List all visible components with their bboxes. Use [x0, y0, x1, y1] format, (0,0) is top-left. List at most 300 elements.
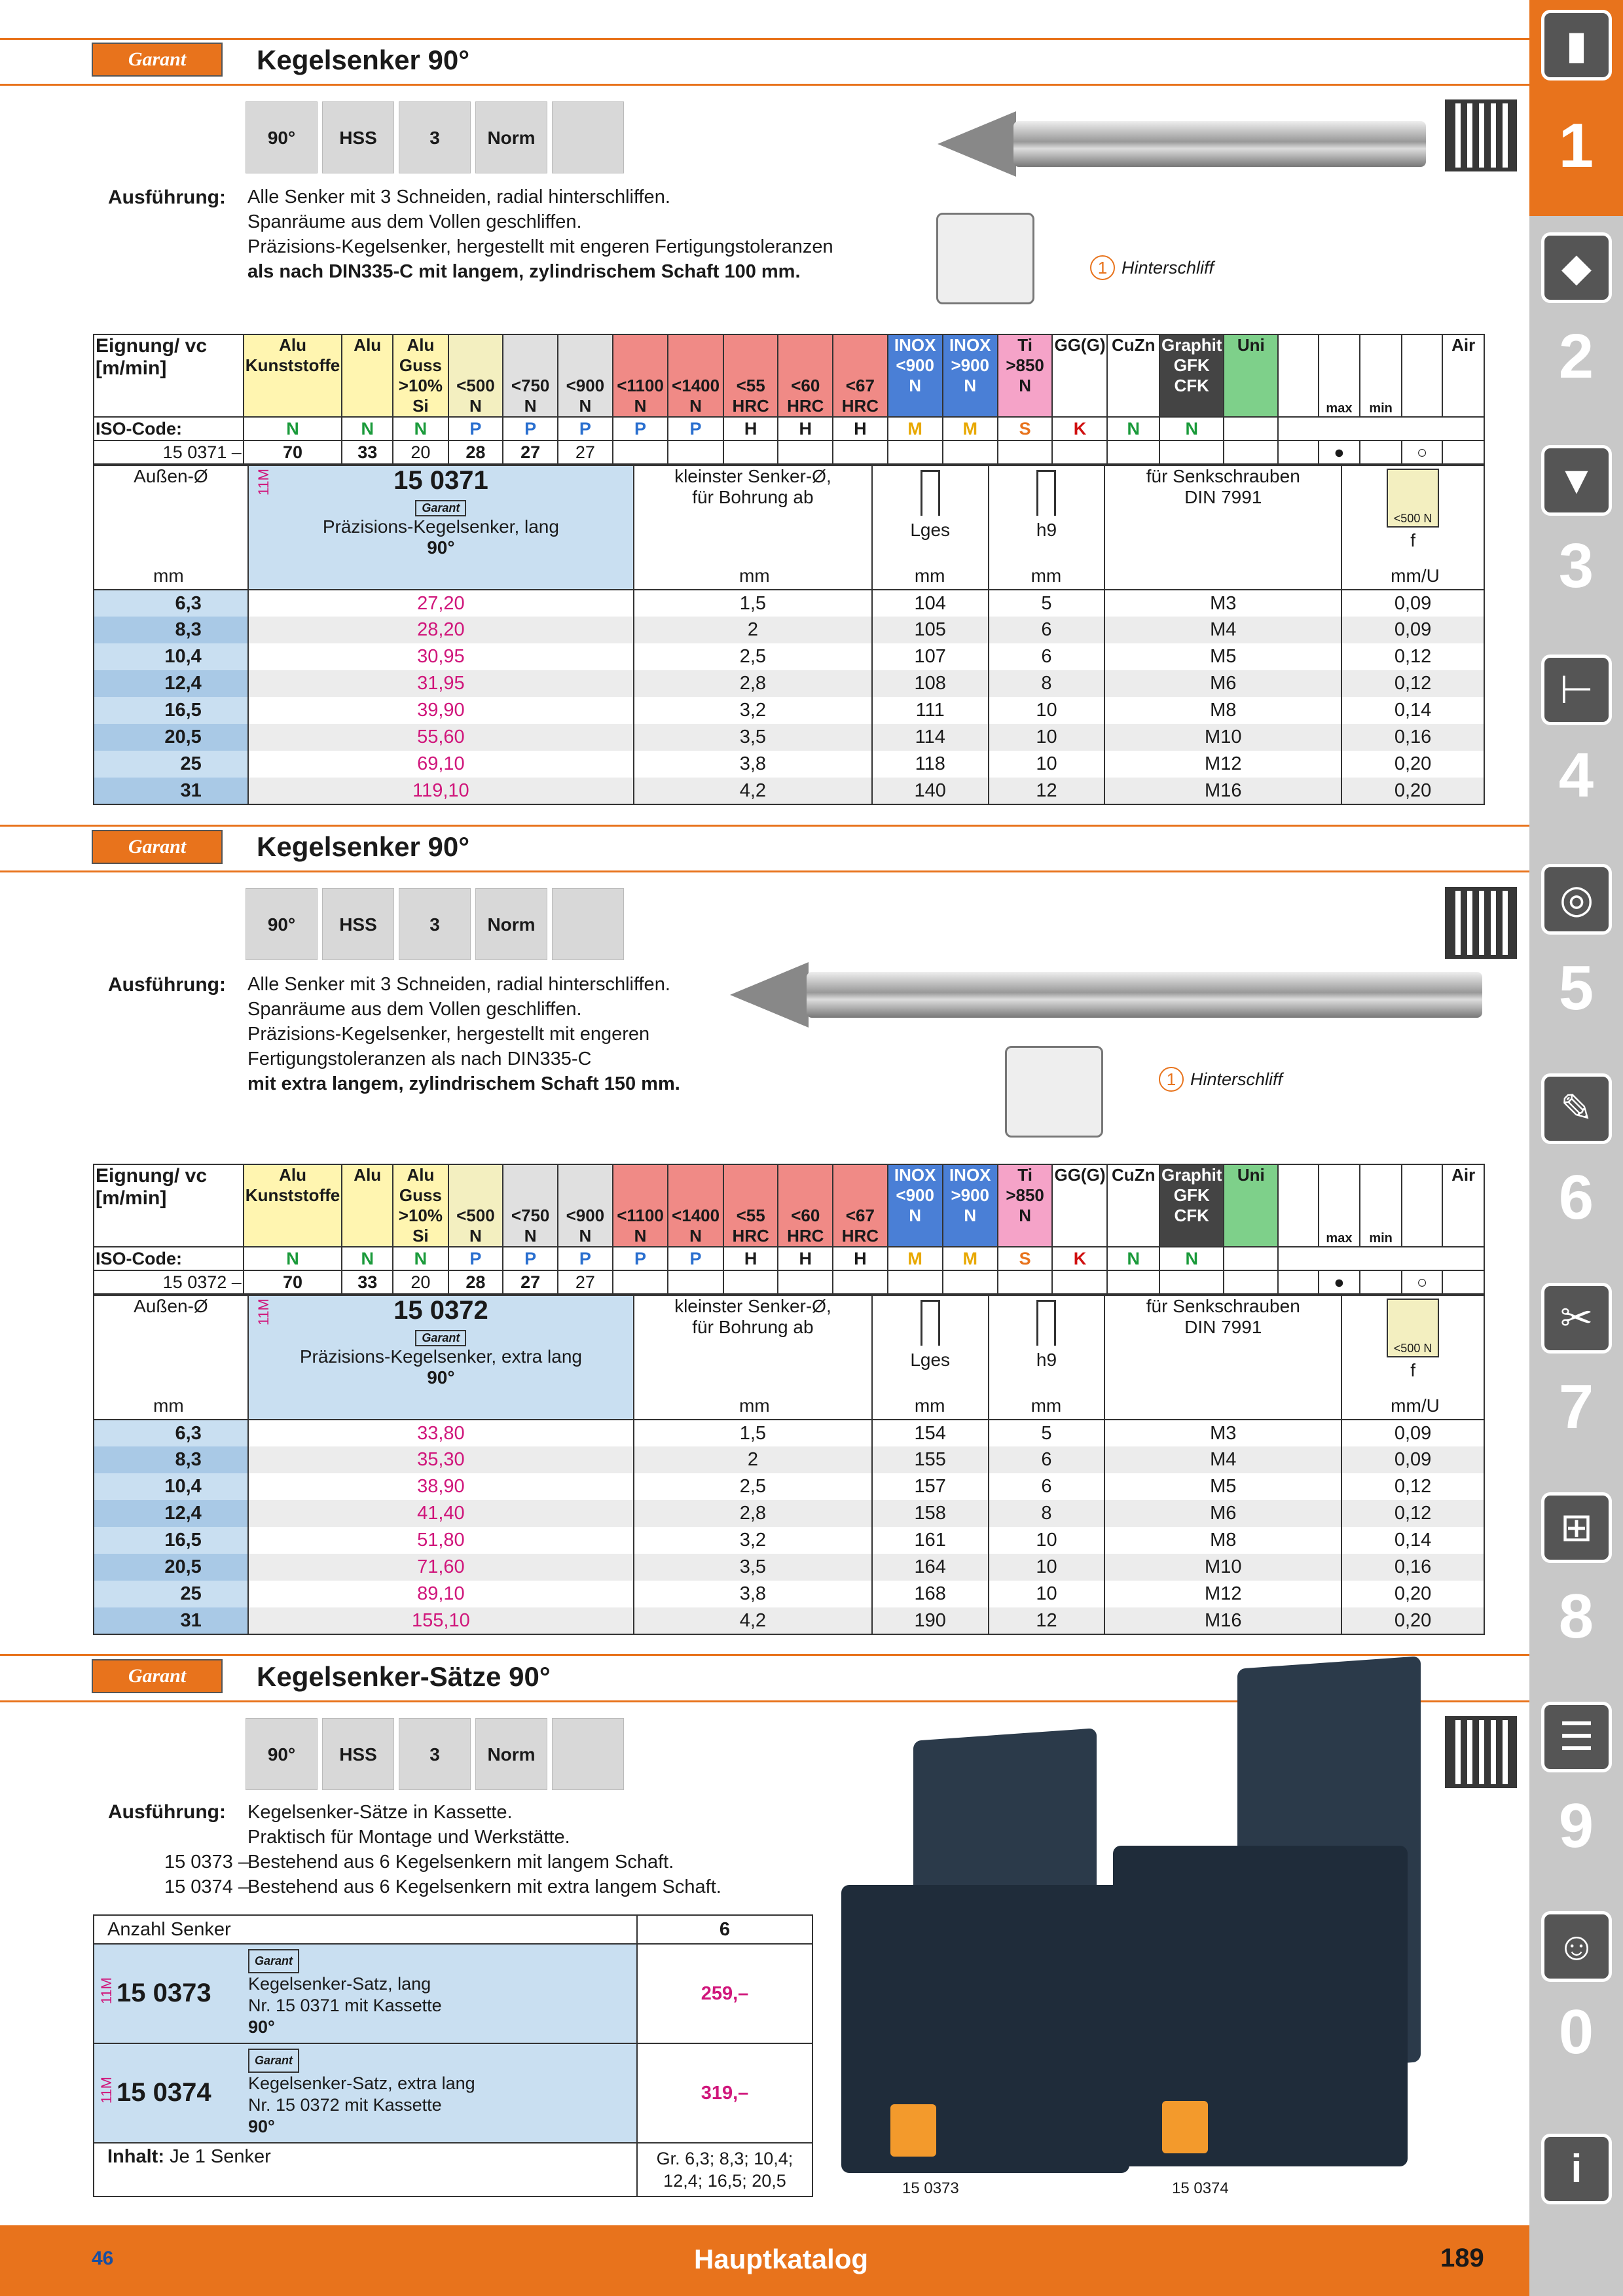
table-cell: 2	[634, 617, 872, 643]
cooling-mark: ○	[1402, 440, 1442, 464]
table-cell: 114	[872, 724, 989, 751]
table-row	[94, 643, 1484, 670]
table-cell: 5	[989, 1420, 1105, 1446]
vc-cell	[1159, 1270, 1224, 1294]
material-cell: <900 N	[558, 334, 613, 417]
sawblade-icon[interactable]: ◎	[1541, 864, 1612, 935]
table-cell: 6	[989, 1473, 1105, 1500]
set-ref: Nr. 15 0371 mit Kassette	[248, 1996, 442, 2015]
qr-code-icon[interactable]	[1445, 99, 1517, 171]
norm-icon: Norm	[475, 888, 547, 960]
table-cell: 119,10	[248, 778, 634, 804]
col-outer-header: Außen-Ø	[134, 466, 208, 486]
material-cell: INOX <900 N	[888, 334, 943, 417]
table-cell: 33,80	[248, 1420, 634, 1446]
footer-bar	[0, 2225, 1529, 2296]
iso-cell: N	[244, 417, 342, 440]
chapter-tab-9[interactable]: 9	[1558, 1791, 1594, 1861]
cooling-mark	[1360, 1270, 1402, 1294]
product-name: Präzisions-Kegelsenker, extra lang	[299, 1346, 582, 1367]
table-cell: 69,10	[248, 751, 634, 778]
table-cell: 0,09	[1341, 1446, 1484, 1473]
iso-cell: P	[448, 417, 503, 440]
col-f-header: f	[1410, 1360, 1415, 1380]
hinterschliff-label	[1090, 255, 1214, 280]
material-cell: <900 N	[558, 1164, 613, 1247]
code-badge: 11M	[255, 1299, 272, 1326]
table-cell: 6	[989, 617, 1105, 643]
desc-line: Alle Senker mit 3 Schneiden, radial hinterschliffen.	[247, 187, 670, 207]
set-item-number: 15 0373 –	[164, 1852, 249, 1873]
caliper-icon[interactable]: ⊢	[1541, 655, 1612, 725]
vc-cell	[888, 1270, 943, 1294]
table-cell: 6	[989, 643, 1105, 670]
vc-cell	[998, 440, 1053, 464]
info-icon[interactable]: i	[1541, 2134, 1612, 2204]
iso-cell: H	[833, 417, 888, 440]
angle-icon: 90°	[246, 888, 318, 960]
table-cell: 25	[94, 751, 248, 778]
table-cell: 0,14	[1341, 1527, 1484, 1554]
toolholder-icon[interactable]: ▼	[1541, 445, 1612, 516]
vc-cell: 27	[503, 440, 558, 464]
table-cell: M8	[1104, 697, 1341, 724]
table-cell: 0,12	[1341, 1473, 1484, 1500]
set-angle: 90°	[248, 2017, 275, 2037]
drill-icon[interactable]: ▮	[1541, 10, 1612, 81]
footer-page-left: 46	[92, 2248, 114, 2269]
chapter-tab-2[interactable]: 2	[1558, 321, 1594, 391]
iso-cell: M	[888, 1247, 943, 1270]
iso-cell: S	[998, 1247, 1053, 1270]
chapter-sidebar	[1529, 0, 1623, 2296]
vc-cell	[778, 440, 833, 464]
description	[247, 972, 680, 1096]
hss-icon: HSS	[322, 888, 394, 960]
garant-logo: Garant	[92, 1659, 223, 1693]
toolcase-icon[interactable]: ⊞	[1541, 1492, 1612, 1563]
table-row	[94, 617, 1484, 643]
table-cell: 0,16	[1341, 724, 1484, 751]
table-row	[94, 1446, 1484, 1473]
table-cell: M16	[1104, 1607, 1341, 1634]
table-cell: 20,5	[94, 724, 248, 751]
iso-cell: P	[558, 417, 613, 440]
hinterschliff-diagram	[936, 213, 1034, 304]
table-cell: 3,2	[634, 697, 872, 724]
chapter-tab-4[interactable]: 4	[1558, 740, 1594, 810]
material-cell: <55 HRC	[723, 334, 778, 417]
material-cell: <67 HRC	[833, 334, 888, 417]
qr-code-icon[interactable]	[1445, 887, 1517, 959]
section-divider	[0, 84, 1529, 86]
cassette-image-150373	[841, 1885, 1129, 2173]
table-cell: 6,3	[94, 1420, 248, 1446]
cooling-cell: min	[1360, 334, 1402, 417]
table-cell: 0,20	[1341, 1607, 1484, 1634]
material-cell: <1100 N	[613, 334, 668, 417]
material-cell: <55 HRC	[723, 1164, 778, 1247]
iso-cell: P	[613, 417, 668, 440]
material-cell: Ti >850 N	[998, 1164, 1053, 1247]
vc-cell	[613, 440, 668, 464]
table-cell: 104	[872, 590, 989, 617]
col-min-header: kleinster Senker-Ø, für Bohrung ab	[674, 466, 831, 507]
table-cell: M5	[1104, 1473, 1341, 1500]
vc-cell	[998, 1270, 1053, 1294]
desc-line: Präzisions-Kegelsenker, hergestellt mit engeren	[247, 1024, 650, 1045]
cassette-latch-icon	[890, 2104, 936, 2157]
table-cell: 157	[872, 1473, 989, 1500]
hss-icon: HSS	[322, 1718, 394, 1790]
iso-cell: M	[943, 1247, 998, 1270]
desc-line: Spanräume aus dem Vollen geschliffen.	[247, 211, 582, 232]
material-cell: Alu Kunststoffe	[244, 1164, 342, 1247]
chapter-tab-6[interactable]: 6	[1558, 1162, 1594, 1232]
iso-cell	[1224, 1247, 1278, 1270]
desc-line: Alle Senker mit 3 Schneiden, radial hinterschliffen.	[247, 974, 670, 995]
material-cell: <500 N	[448, 334, 503, 417]
product-rows	[94, 590, 1484, 804]
table-cell: 0,12	[1341, 1500, 1484, 1527]
iso-cell: P	[558, 1247, 613, 1270]
cooling-mark	[1360, 440, 1402, 464]
vc-cell: 28	[448, 1270, 503, 1294]
col-screws-header: für Senkschrauben DIN 7991	[1146, 1296, 1300, 1337]
material-cell: Alu Guss >10% Si	[393, 334, 448, 417]
insert-icon[interactable]: ◆	[1541, 232, 1612, 303]
table-cell: 0,20	[1341, 778, 1484, 804]
iso-cell: H	[778, 417, 833, 440]
table-cell: 28,20	[248, 617, 634, 643]
chapter-tab-1[interactable]: 1	[1558, 111, 1594, 181]
col-screws-header: für Senkschrauben DIN 7991	[1146, 466, 1300, 507]
table-cell: 39,90	[248, 697, 634, 724]
set-item-text: Bestehend aus 6 Kegelsenkern mit langem Schaft.	[247, 1852, 674, 1873]
article-prefix: 15 0372 –	[94, 1270, 244, 1294]
table-cell: 107	[872, 643, 989, 670]
garant-small-logo: Garant	[248, 1949, 299, 1973]
table-cell: 4,2	[634, 778, 872, 804]
material-cell: <1400 N	[668, 334, 723, 417]
table-cell: 2	[634, 1446, 872, 1473]
table-cell: M6	[1104, 1500, 1341, 1527]
vc-cell	[723, 1270, 778, 1294]
cooling-mark: ○	[1402, 1270, 1442, 1294]
table-cell: 20,5	[94, 1554, 248, 1581]
table-cell: 108	[872, 670, 989, 697]
table-row	[94, 1473, 1484, 1500]
vc-cell: 20	[393, 1270, 448, 1294]
iso-cell: N	[342, 417, 393, 440]
footer-page-right: 189	[1440, 2244, 1484, 2272]
material-cell: INOX >900 N	[943, 1164, 998, 1247]
ausfuehrung-label: Ausführung:	[108, 187, 226, 208]
table-row	[94, 778, 1484, 804]
vc-cell	[833, 440, 888, 464]
table-cell: 158	[872, 1500, 989, 1527]
table-cell: M10	[1104, 1554, 1341, 1581]
table-cell: 8	[989, 1500, 1105, 1527]
length-icon	[921, 470, 940, 516]
chapter-tab-5[interactable]: 5	[1558, 953, 1594, 1023]
material-cell: <67 HRC	[833, 1164, 888, 1247]
unit-label: mm	[1030, 1395, 1062, 1416]
chapter-tab-8[interactable]: 8	[1558, 1581, 1594, 1651]
table-cell: 10	[989, 697, 1105, 724]
vc-cell	[833, 1270, 888, 1294]
table-cell: 190	[872, 1607, 989, 1634]
iso-cell: P	[668, 1247, 723, 1270]
table-cell: 111	[872, 697, 989, 724]
material-cell: Graphit GFK CFK	[1159, 334, 1224, 417]
sets-table	[93, 1914, 813, 2197]
eignung-label: Eignung/ vc [m/min]	[94, 334, 244, 417]
wrench-icon[interactable]: ✎	[1541, 1073, 1612, 1144]
table-cell: 2,8	[634, 1500, 872, 1527]
cooling-cell: max	[1319, 1164, 1360, 1247]
iso-cell: K	[1052, 1247, 1107, 1270]
unit-label: mm	[739, 1395, 770, 1416]
table-cell: M10	[1104, 724, 1341, 751]
cassette-image-150374	[1113, 1846, 1408, 2166]
set-price: 259,–	[637, 1944, 812, 2043]
safety-icon[interactable]: ☺	[1541, 1911, 1612, 1982]
vc-cell	[1159, 440, 1224, 464]
countersink-image	[1013, 121, 1426, 167]
norm-icon: Norm	[475, 1718, 547, 1790]
table-cell: 8,3	[94, 1446, 248, 1473]
shank-icon	[552, 1718, 624, 1790]
desc-line: Kegelsenker-Sätze in Kassette.	[247, 1802, 513, 1823]
desc-line: Praktisch für Montage und Werkstätte.	[247, 1827, 570, 1848]
table-cell: 2,5	[634, 643, 872, 670]
shank-diameter-icon	[1036, 470, 1056, 516]
suitability-table	[93, 1164, 1485, 1295]
table-cell: 3,2	[634, 1527, 872, 1554]
section-title: Kegelsenker 90°	[257, 831, 469, 862]
code-badge: 11M	[98, 2077, 115, 2104]
table-cell: 12,4	[94, 1500, 248, 1527]
table-cell: 0,12	[1341, 643, 1484, 670]
iso-cell: N	[1107, 1247, 1159, 1270]
vc-cell	[1224, 440, 1278, 464]
cooling-mark	[1278, 1270, 1318, 1294]
pliers-icon[interactable]: ✂	[1541, 1283, 1612, 1354]
product-table	[93, 465, 1485, 805]
coolant-icon	[1278, 1164, 1318, 1247]
dry-icon	[1402, 1164, 1442, 1247]
sets-description	[247, 1800, 570, 1850]
chapter-tab-0[interactable]: 0	[1558, 1997, 1594, 2067]
desc-line: als nach DIN335-C mit langem, zylindrischem Schaft 100 mm.	[247, 261, 801, 282]
section-divider	[0, 825, 1529, 827]
table-cell: M5	[1104, 643, 1341, 670]
vc-cell	[1052, 1270, 1107, 1294]
table-cell: 10	[989, 724, 1105, 751]
product-name: Präzisions-Kegelsenker, lang	[322, 516, 559, 537]
material-cell: <750 N	[503, 1164, 558, 1247]
shank-diameter-icon	[1036, 1300, 1056, 1346]
vc-cell: 28	[448, 440, 503, 464]
image-caption: 15 0374	[1172, 2179, 1229, 2197]
table-cell: M6	[1104, 670, 1341, 697]
sizes-line: Gr. 6,3; 8,3; 10,4;	[656, 2149, 793, 2168]
iso-cell: H	[723, 1247, 778, 1270]
table-cell: 71,60	[248, 1554, 634, 1581]
material-cell: <60 HRC	[778, 1164, 833, 1247]
hinterschliff-text: Hinterschliff	[1190, 1069, 1283, 1089]
vc-cell	[943, 440, 998, 464]
vc-cell: 27	[558, 440, 613, 464]
iso-cell: N	[393, 417, 448, 440]
material-cell: Alu	[342, 1164, 393, 1247]
material-cell: CuZn	[1107, 1164, 1159, 1247]
col-h9-header: h9	[1036, 520, 1057, 540]
table-cell: 41,40	[248, 1500, 634, 1527]
desc-line: Spanräume aus dem Vollen geschliffen.	[247, 999, 582, 1020]
vc-cell	[1052, 440, 1107, 464]
table-cell: 4,2	[634, 1607, 872, 1634]
iso-cell: M	[943, 417, 998, 440]
cooling-cell: min	[1360, 1164, 1402, 1247]
iso-cell: P	[503, 1247, 558, 1270]
material-cell: GG(G)	[1052, 1164, 1107, 1247]
desc-line: mit extra langem, zylindrischem Schaft 150 mm.	[247, 1073, 680, 1094]
cooling-mark	[1442, 440, 1484, 464]
iso-cell: N	[1159, 417, 1224, 440]
col-f-header: f	[1410, 530, 1415, 550]
material-cell: INOX <900 N	[888, 1164, 943, 1247]
dry-icon	[1402, 334, 1442, 417]
table-cell: 0,20	[1341, 1581, 1484, 1607]
iso-cell: P	[503, 417, 558, 440]
unit-label: mm/U	[1391, 565, 1440, 586]
iso-cell: N	[393, 1247, 448, 1270]
col-outer-header: Außen-Ø	[134, 1296, 208, 1316]
col-min-header: kleinster Senker-Ø, für Bohrung ab	[674, 1296, 831, 1337]
footer-title: Hauptkatalog	[694, 2244, 869, 2274]
set-article-number: 15 0373	[117, 1979, 211, 2007]
count-label: Anzahl Senker	[94, 1915, 637, 1944]
angle-icon: 90°	[246, 101, 318, 173]
image-caption: 15 0373	[902, 2179, 959, 2197]
table-cell: 0,16	[1341, 1554, 1484, 1581]
table-cell: 2,8	[634, 670, 872, 697]
vc-cell	[668, 440, 723, 464]
unit-label: mm	[739, 565, 770, 586]
material-cell: Alu	[342, 334, 393, 417]
chapter-tab-3[interactable]: 3	[1558, 531, 1594, 601]
table-cell: 31	[94, 1607, 248, 1634]
iso-label: ISO-Code:	[94, 1247, 244, 1270]
material-cell: <60 HRC	[778, 334, 833, 417]
table-cell: 38,90	[248, 1473, 634, 1500]
table-cell: M3	[1104, 590, 1341, 617]
table-cell: 6,3	[94, 590, 248, 617]
table-cell: M12	[1104, 1581, 1341, 1607]
set-item-number: 15 0374 –	[164, 1876, 249, 1897]
table-cell: 31	[94, 778, 248, 804]
table-cell: 8,3	[94, 617, 248, 643]
cooling-cell: Air	[1442, 1164, 1484, 1247]
norm-icon: Norm	[475, 101, 547, 173]
hinterschliff-label	[1159, 1067, 1283, 1092]
table-cell: 10	[989, 1581, 1105, 1607]
material-badge: <500 N	[1387, 1299, 1439, 1357]
table-cell: 1,5	[634, 590, 872, 617]
vc-cell	[1107, 440, 1159, 464]
vc-cell	[1224, 1270, 1278, 1294]
table-cell: 3,5	[634, 1554, 872, 1581]
table-cell: 105	[872, 617, 989, 643]
cooling-mark	[1278, 440, 1318, 464]
vc-cell	[1107, 1270, 1159, 1294]
product-angle: 90°	[427, 1367, 455, 1388]
table-cell: M4	[1104, 617, 1341, 643]
garant-small-logo: Garant	[415, 500, 466, 516]
iso-cell: M	[888, 417, 943, 440]
countersink-tip-icon	[938, 111, 1016, 177]
qr-code-icon[interactable]	[1445, 1716, 1517, 1788]
set-name: Kegelsenker-Satz, lang	[248, 1974, 431, 1994]
chapter-tab-7[interactable]: 7	[1558, 1372, 1594, 1442]
table-cell: 164	[872, 1554, 989, 1581]
description	[247, 185, 833, 284]
table-cell: 3,8	[634, 751, 872, 778]
table-row	[94, 724, 1484, 751]
table-cell: 16,5	[94, 697, 248, 724]
eignung-label: Eignung/ vc [m/min]	[94, 1164, 244, 1247]
table-cell: 27,20	[248, 590, 634, 617]
table-cell: 35,30	[248, 1446, 634, 1473]
vc-cell: 70	[244, 1270, 342, 1294]
shank-icon	[552, 888, 624, 960]
article-number: 15 0371	[393, 466, 488, 495]
table-cell: 31,95	[248, 670, 634, 697]
material-cell: CuZn	[1107, 334, 1159, 417]
material-cell: Graphit GFK CFK	[1159, 1164, 1224, 1247]
set-price: 319,–	[637, 2043, 812, 2143]
iso-cell: H	[778, 1247, 833, 1270]
table-cell: M12	[1104, 751, 1341, 778]
table-cell: 155	[872, 1446, 989, 1473]
coolant-icon	[1278, 334, 1318, 417]
cabinet-icon[interactable]: ☰	[1541, 1702, 1612, 1772]
table-cell: 55,60	[248, 724, 634, 751]
vc-cell: 33	[342, 440, 393, 464]
material-badge: <500 N	[1387, 469, 1439, 528]
count-value: 6	[637, 1915, 812, 1944]
shank-icon	[552, 101, 624, 173]
table-cell: 6	[989, 1446, 1105, 1473]
material-cell: Uni	[1224, 1164, 1278, 1247]
table-cell: 0,09	[1341, 617, 1484, 643]
table-row	[94, 1607, 1484, 1634]
cassette-latch-icon	[1162, 2101, 1208, 2153]
iso-cell	[1224, 417, 1278, 440]
set-name: Kegelsenker-Satz, extra lang	[248, 2073, 475, 2093]
table-row	[94, 1527, 1484, 1554]
table-cell: 10	[989, 751, 1105, 778]
table-cell: M16	[1104, 778, 1341, 804]
iso-cell: H	[723, 417, 778, 440]
iso-label: ISO-Code:	[94, 417, 244, 440]
ausfuehrung-label: Ausführung:	[108, 1801, 226, 1823]
product-table	[93, 1295, 1485, 1635]
code-badge: 11M	[255, 469, 272, 496]
countersink-tip-icon	[730, 962, 809, 1028]
